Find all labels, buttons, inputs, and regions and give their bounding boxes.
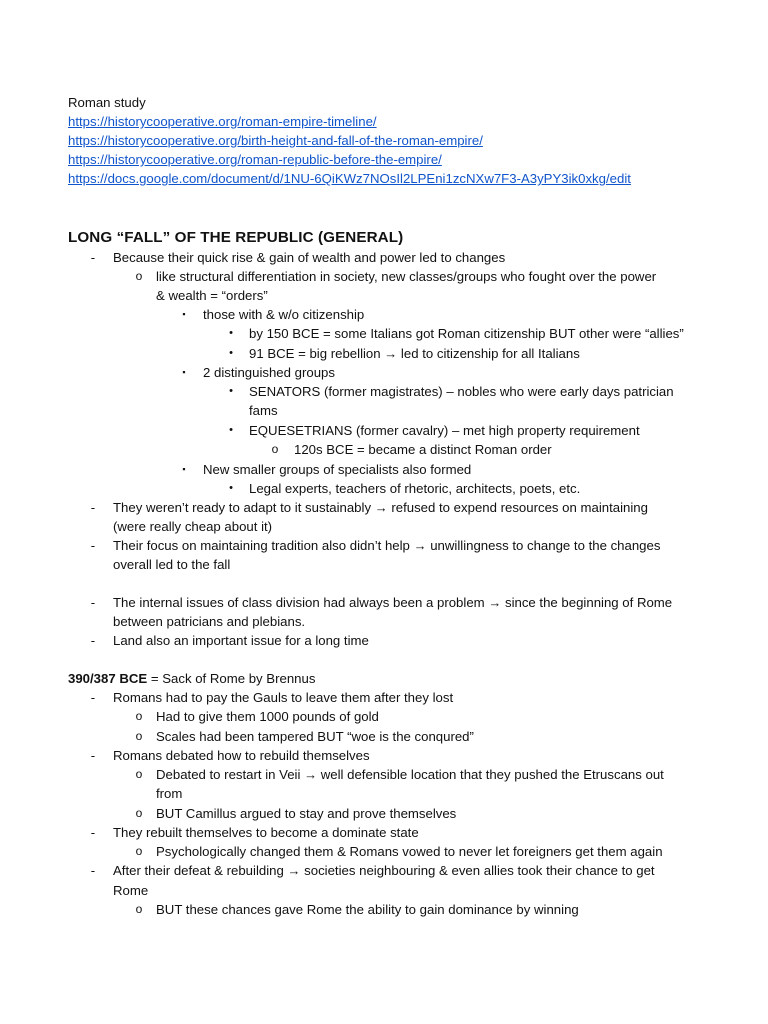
list-item: SENATORS (former magistrates) – nobles who were early days patrician (249, 384, 674, 399)
dash-bullet: - (90, 748, 96, 763)
list-item: EQUESETRIANS (former cavalry) – met high property requirement (249, 423, 640, 438)
circle-bullet: o (135, 844, 143, 858)
dash-bullet: - (90, 825, 96, 840)
square-bullet: ▪ (182, 309, 186, 319)
dot-bullet: • (229, 482, 233, 494)
dash-bullet: - (90, 595, 96, 610)
circle-bullet: o (135, 729, 143, 743)
list-item: those with & w/o citizenship (203, 307, 365, 322)
square-bullet: ▪ (182, 464, 186, 474)
list-item: Legal experts, teachers of rhetoric, architects, poets, etc. (249, 481, 581, 496)
dash-bullet: - (90, 863, 96, 878)
circle-bullet: o (135, 806, 143, 820)
arrow-icon: → (384, 346, 398, 361)
section-heading-fall-of-republic: LONG “FALL” OF THE REPUBLIC (GENERAL) (68, 229, 404, 246)
list-item: 120s BCE = became a distinct Roman order (294, 442, 552, 457)
list-item (156, 765, 664, 784)
list-item (113, 536, 660, 555)
list-item (113, 593, 672, 612)
list-item-text: Their focus on maintaining tradition also didn’t help (113, 538, 414, 553)
list-item: Psychologically changed them & Romans vowed to never let foreigners get them again (156, 844, 663, 859)
list-item-text: unwillingness to change to the changes (426, 538, 661, 553)
list-item-continuation: overall led to the fall (113, 557, 231, 572)
list-item-text: The internal issues of class division had always been a problem (113, 595, 489, 610)
list-item: like structural differentiation in society, new classes/groups who fought over the power (156, 269, 657, 284)
list-item-text: Debated to restart in Veii (156, 767, 305, 782)
list-item-text: They weren’t ready to adapt to it sustainably (113, 500, 375, 515)
arrow-icon: → (374, 500, 388, 515)
circle-bullet: o (135, 767, 143, 781)
list-item-continuation: Rome (113, 883, 149, 898)
dash-bullet: - (90, 633, 96, 648)
list-item-continuation: & wealth = “orders” (156, 288, 268, 303)
list-item (113, 861, 655, 880)
link-roman-empire-timeline[interactable]: https://historycooperative.org/roman-empire-timeline/ (68, 114, 377, 129)
circle-bullet: o (135, 269, 143, 283)
list-item: 2 distinguished groups (203, 365, 335, 380)
list-item-text: societies neighbouring & even allies took their chance to get (300, 863, 655, 878)
circle-bullet: o (135, 709, 143, 723)
arrow-icon: → (488, 595, 502, 610)
arrow-icon: → (304, 767, 318, 782)
list-item-continuation: fams (249, 403, 278, 418)
list-item: Romans had to pay the Gauls to leave them after they lost (113, 690, 454, 705)
link-google-doc[interactable]: https://docs.google.com/document/d/1NU-6QiKWz7NOsIl2LPEni1zcNXw7F3-A3yPY3ik0xkg/edit (68, 171, 631, 186)
list-item-text: led to citizenship for all Italians (397, 346, 580, 361)
dot-bullet: • (229, 347, 233, 359)
list-item (249, 344, 580, 363)
list-item: by 150 BCE = some Italians got Roman citizenship BUT other were “allies” (249, 326, 684, 341)
circle-bullet: o (271, 442, 279, 456)
doc-title: Roman study (68, 95, 146, 110)
list-item: Had to give them 1000 pounds of gold (156, 709, 379, 724)
dash-bullet: - (90, 538, 96, 553)
square-bullet: ▪ (182, 367, 186, 377)
list-item-text: since the beginning of Rome (501, 595, 673, 610)
section-title-text: = Sack of Rome by Brennus (147, 671, 316, 686)
dot-bullet: • (229, 327, 233, 339)
list-item: BUT Camillus argued to stay and prove themselves (156, 806, 457, 821)
list-item (113, 498, 648, 517)
list-item: BUT these chances gave Rome the ability to gain dominance by winning (156, 902, 579, 917)
list-item: New smaller groups of specialists also formed (203, 462, 472, 477)
list-item: Scales had been tampered BUT “woe is the conqured” (156, 729, 474, 744)
circle-bullet: o (135, 902, 143, 916)
list-item-text: well defensible location that they pushed the Etruscans out (317, 767, 664, 782)
list-item-continuation: (were really cheap about it) (113, 519, 273, 534)
link-republic-before-empire[interactable]: https://historycooperative.org/roman-republic-before-the-empire/ (68, 152, 442, 167)
list-item-continuation: between patricians and plebians. (113, 614, 306, 629)
list-item-text: 91 BCE = big rebellion (249, 346, 385, 361)
list-item: Because their quick rise & gain of wealth and power led to changes (113, 250, 506, 265)
list-item-continuation: from (156, 786, 183, 801)
list-item: They rebuilt themselves to become a dominate state (113, 825, 419, 840)
dash-bullet: - (90, 690, 96, 705)
arrow-icon: → (413, 538, 427, 553)
list-item-text: refused to expend resources on maintaining (387, 500, 648, 515)
dot-bullet: • (229, 424, 233, 436)
list-item: Romans debated how to rebuild themselves (113, 748, 370, 763)
dot-bullet: • (229, 385, 233, 397)
section-heading-sack-of-rome (68, 669, 315, 688)
list-item: Land also an important issue for a long time (113, 633, 369, 648)
arrow-icon: → (287, 863, 301, 878)
list-item-text: After their defeat & rebuilding (113, 863, 288, 878)
dash-bullet: - (90, 250, 96, 265)
dash-bullet: - (90, 500, 96, 515)
link-birth-height-fall[interactable]: https://historycooperative.org/birth-height-and-fall-of-the-roman-empire/ (68, 133, 483, 148)
section-date: 390/387 BCE (68, 671, 148, 686)
